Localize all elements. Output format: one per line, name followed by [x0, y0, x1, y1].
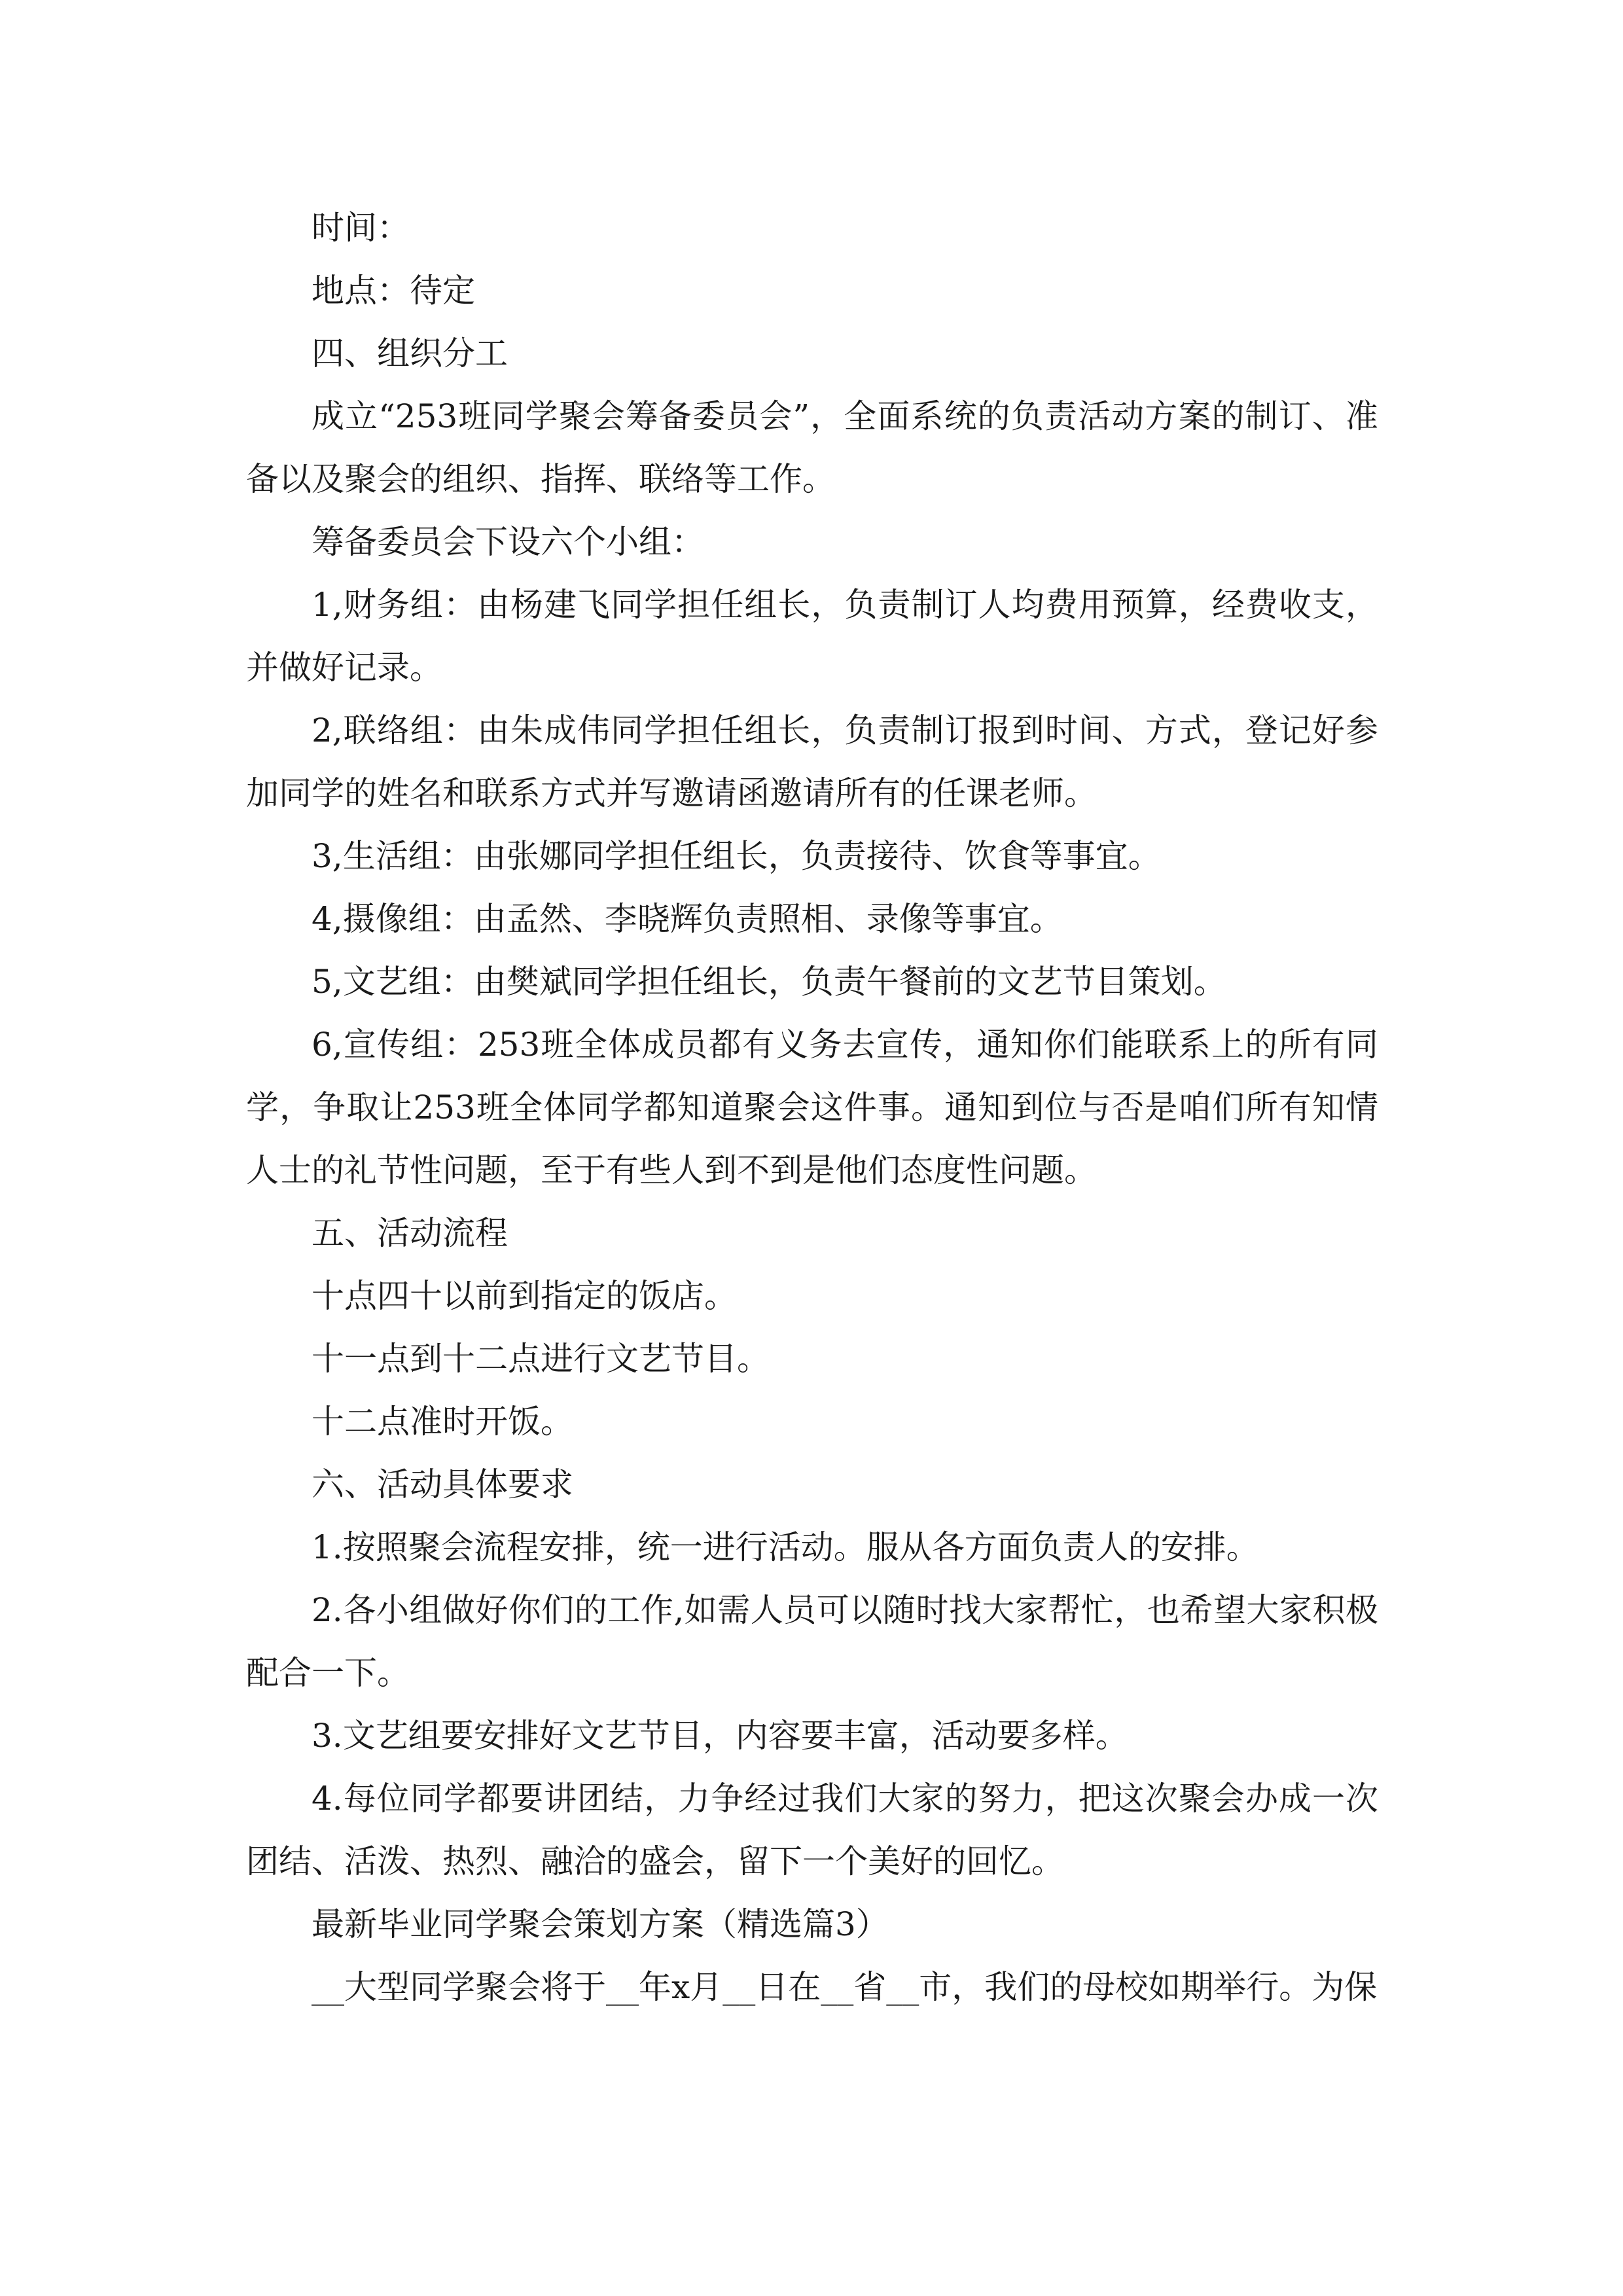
list-item-logistics: 3,生活组：由张娜同学担任组长，负责接待、饮食等事宜。	[312, 837, 1161, 875]
list-item-photography: 4,摄像组：由孟然、李晓辉负责照相、录像等事宜。	[312, 900, 1063, 938]
document-body	[246, 196, 1378, 2018]
paragraph-intro: __大型同学聚会将于__年x月__日在__省__市，我们的母校如期举行。为保	[312, 1968, 1378, 2006]
list-item-arts: 5,文艺组：由樊斌同学担任组长，负责午餐前的文艺节目策划。	[312, 963, 1226, 1001]
article-title: 最新毕业同学聚会策划方案（精选篇3）	[312, 1905, 889, 1943]
paragraph-time: 时间：	[312, 209, 410, 247]
requirement-item-2: 2.各小组做好你们的工作,如需人员可以随时找大家帮忙，也希望大家积极配合一下。	[246, 1591, 1378, 1692]
flow-step-program: 十一点到十二点进行文艺节目。	[312, 1340, 770, 1378]
flow-step-arrive: 十点四十以前到指定的饭店。	[312, 1277, 737, 1315]
paragraph-subgroups: 筹备委员会下设六个小组：	[312, 523, 704, 561]
section-heading-requirements: 六、活动具体要求	[312, 1465, 573, 1503]
section-heading-organization: 四、组织分工	[312, 334, 508, 372]
requirement-item-3: 3.文艺组要安排好文艺节目，内容要丰富，活动要多样。	[312, 1717, 1128, 1755]
list-item-liaison: 2,联络组：由朱成伟同学担任组长，负责制订报到时间、方式，登记好参加同学的姓名和联系方式并写邀请函邀请所有的任课老师。	[246, 711, 1378, 812]
paragraph-committee: 成立“253班同学聚会筹备委员会”，全面系统的负责活动方案的制订、准备以及聚会的组织、指挥、联络等工作。	[246, 397, 1378, 498]
section-heading-flow: 五、活动流程	[312, 1214, 508, 1252]
flow-step-meal: 十二点准时开饭。	[312, 1403, 573, 1441]
requirement-item-1: 1.按照聚会流程安排，统一进行活动。服从各方面负责人的安排。	[312, 1528, 1259, 1566]
requirement-item-4: 4.每位同学都要讲团结，力争经过我们大家的努力，把这次聚会办成一次团结、活泼、热烈、融洽的盛会，留下一个美好的回忆。	[246, 1780, 1378, 1880]
paragraph-location: 地点：待定	[312, 272, 475, 310]
list-item-finance: 1,财务组：由杨建飞同学担任组长，负责制订人均费用预算，经费收支，并做好记录。	[246, 586, 1378, 687]
list-item-publicity: 6,宣传组：253班全体成员都有义务去宣传，通知你们能联系上的所有同学，争取让253班全体同学都知道聚会这件事。通知到位与否是咱们所有知情人士的礼节性问题，至于有些人到不到是他们态度性问题。	[246, 1026, 1378, 1189]
